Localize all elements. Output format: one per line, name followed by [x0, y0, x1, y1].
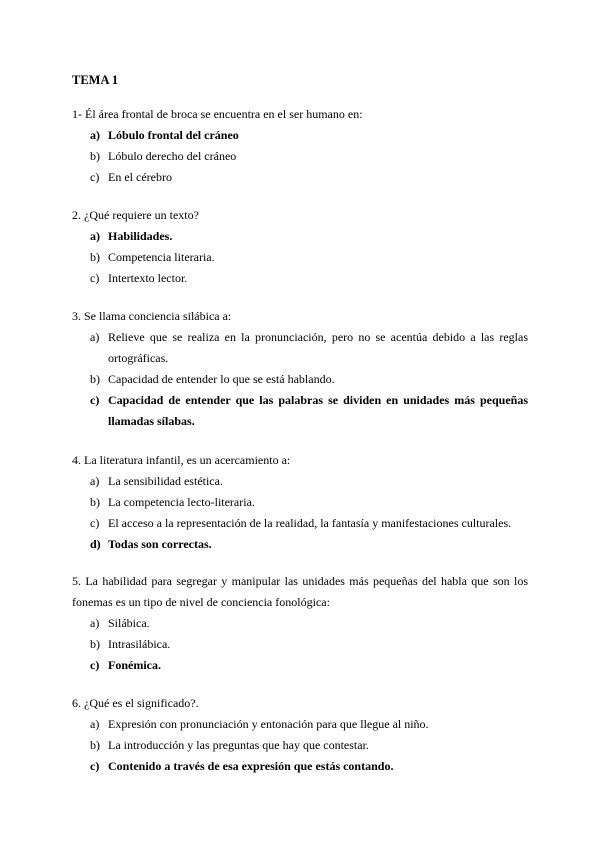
- question-3: [72, 306, 528, 432]
- option-text: Competencia literaria.: [108, 250, 215, 264]
- option-letter: c): [90, 516, 100, 530]
- answer-option: [72, 125, 528, 146]
- option-letter: a): [90, 128, 100, 142]
- option-text: Capacidad de entender que las palabras se dividen en unidades más pequeñas llamadas sílabas.: [108, 393, 528, 428]
- answer-option: [72, 534, 528, 555]
- answer-option: [72, 327, 528, 369]
- answer-option: [72, 146, 528, 167]
- answer-option: [72, 226, 528, 247]
- option-text: Lóbulo frontal del cráneo: [108, 128, 239, 142]
- option-text: Habilidades.: [108, 229, 173, 243]
- answer-option: [72, 471, 528, 492]
- question-stem: 5. La habilidad para segregar y manipular las unidades más pequeñas del habla que son los fonemas es un tipo de nivel de conciencia fonológica:: [72, 574, 528, 609]
- option-text: Capacidad de entender lo que se está hablando.: [108, 372, 335, 386]
- answer-option: [72, 735, 528, 756]
- answer-option: [72, 756, 528, 777]
- answer-option: [72, 634, 528, 655]
- option-letter: b): [90, 250, 100, 264]
- option-text: La competencia lecto-literaria.: [108, 495, 255, 509]
- option-letter: b): [90, 738, 100, 752]
- option-text: Silábica.: [108, 616, 150, 630]
- option-text: Relieve que se realiza en la pronunciación, pero no se acentúa debido a las reglas ortográficas.: [108, 330, 528, 365]
- question-1: [72, 104, 528, 188]
- answer-option: [72, 513, 528, 534]
- question-stem: 4. La literatura infantil, es un acercamiento a:: [72, 453, 291, 467]
- question-stem: 6. ¿Qué es el significado?.: [72, 696, 199, 710]
- option-letter: c): [90, 271, 100, 285]
- option-letter: b): [90, 637, 100, 651]
- answer-option: [72, 369, 528, 390]
- option-text: Expresión con pronunciación y entonación para que llegue al niño.: [108, 717, 429, 731]
- question-stem: 2. ¿Qué requiere un texto?: [72, 208, 199, 222]
- question-5: [72, 571, 528, 676]
- option-text: Contenido a través de esa expresión que estás contando.: [108, 759, 394, 773]
- option-text: Lóbulo derecho del cráneo: [108, 149, 237, 163]
- answer-option: [72, 492, 528, 513]
- option-text: Todas son correctas.: [108, 537, 212, 551]
- option-letter: a): [90, 717, 100, 731]
- option-letter: c): [90, 658, 100, 672]
- option-letter: c): [90, 170, 100, 184]
- option-letter: a): [90, 330, 100, 344]
- option-letter: a): [90, 229, 100, 243]
- option-letter: b): [90, 495, 100, 509]
- option-text: Intrasilábica.: [108, 637, 171, 651]
- option-letter: b): [90, 149, 100, 163]
- question-stem: 1- Él área frontal de broca se encuentra en el ser humano en:: [72, 107, 363, 121]
- answer-option: [72, 268, 528, 289]
- option-text: Fonémica.: [108, 658, 161, 672]
- option-letter: d): [90, 537, 101, 551]
- option-letter: b): [90, 372, 100, 386]
- option-letter: c): [90, 759, 100, 773]
- answer-option: [72, 613, 528, 634]
- answer-option: [72, 167, 528, 188]
- page-title: TEMA 1: [72, 73, 119, 87]
- option-letter: a): [90, 474, 100, 488]
- option-letter: a): [90, 616, 100, 630]
- option-text: El acceso a la representación de la realidad, la fantasía y manifestaciones culturales.: [108, 516, 512, 530]
- option-text: La introducción y las preguntas que hay que contestar.: [108, 738, 369, 752]
- option-text: Intertexto lector.: [108, 271, 188, 285]
- answer-option: [72, 655, 528, 676]
- option-letter: c): [90, 393, 100, 407]
- question-2: [72, 205, 528, 289]
- question-6: [72, 693, 528, 777]
- answer-option: [72, 247, 528, 268]
- question-stem: 3. Se llama conciencia silábica a:: [72, 309, 232, 323]
- answer-option: [72, 390, 528, 432]
- answer-option: [72, 714, 528, 735]
- question-4: [72, 450, 528, 555]
- option-text: La sensibilidad estética.: [108, 474, 223, 488]
- option-text: En el cérebro: [108, 170, 172, 184]
